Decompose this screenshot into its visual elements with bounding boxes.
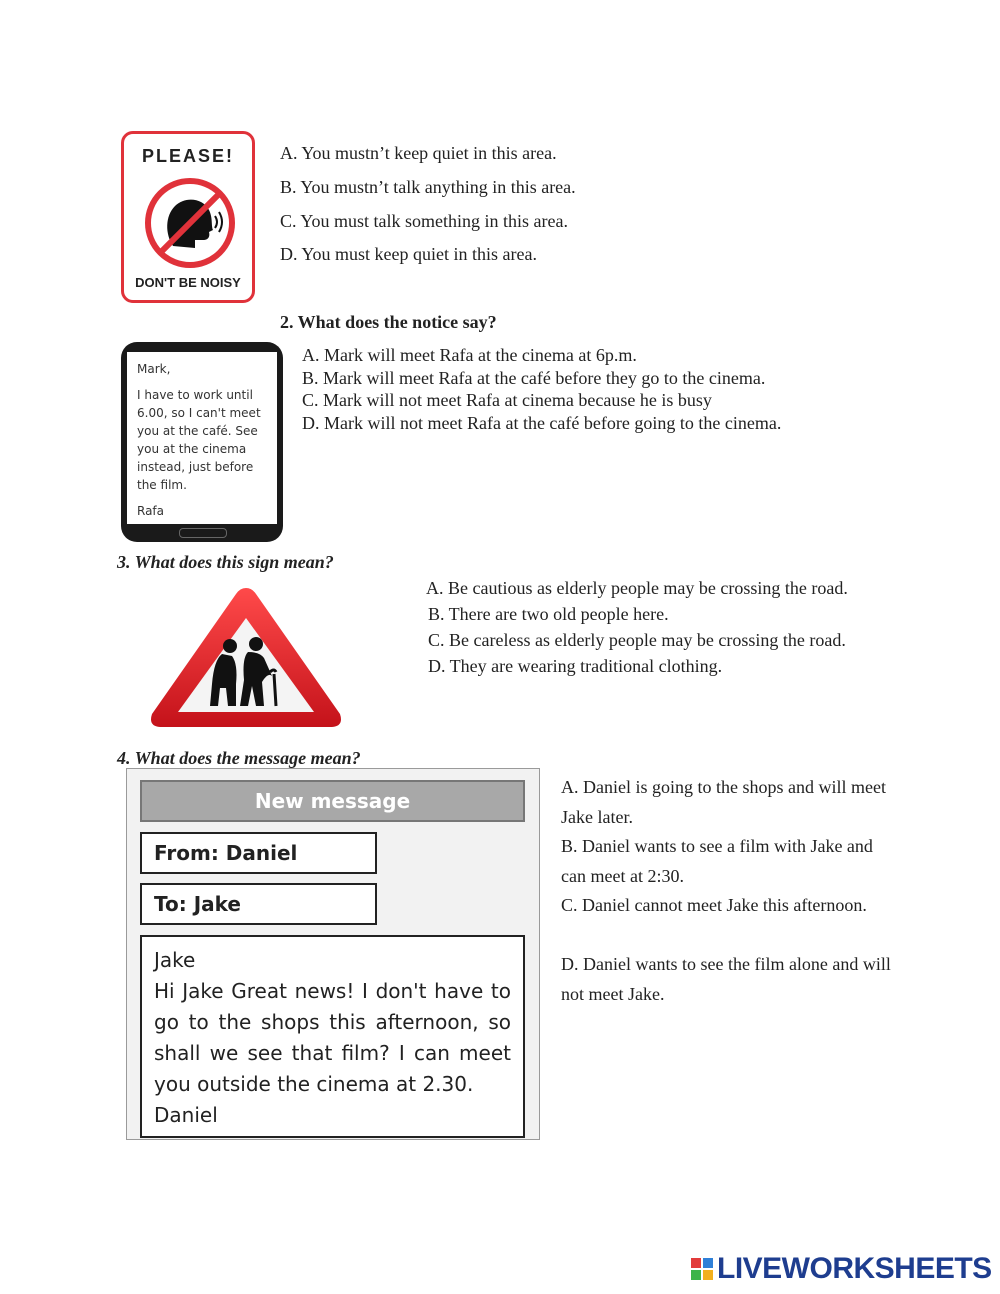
message-header: New message xyxy=(140,780,525,822)
sign-top-text: PLEASE! xyxy=(141,146,234,166)
phone-home-button xyxy=(179,528,227,538)
q1-option-d[interactable]: D. You must keep quiet in this area. xyxy=(280,244,537,264)
q3-option-a[interactable]: A. Be cautious as elderly people may be crossing the road. xyxy=(426,578,848,598)
q2-title: 2. What does the notice say? xyxy=(280,312,497,332)
message-from: From: Daniel xyxy=(140,832,377,874)
q2-option-b[interactable]: B. Mark will meet Rafa at the café before they go to the cinema. xyxy=(302,368,766,388)
no-noise-sign xyxy=(121,131,255,303)
note-greeting: Mark, xyxy=(137,362,171,376)
message-salutation: Jake xyxy=(154,948,196,972)
q3-option-c[interactable]: C. Be careless as elderly people may be crossing the road. xyxy=(428,630,846,650)
q4-option-d[interactable]: D. Daniel wants to see the film alone and will not meet Jake. xyxy=(561,954,891,1004)
note-line: you at the cinema xyxy=(137,442,247,456)
sign-bottom-text: DON'T BE NOISY xyxy=(135,275,241,290)
no-talking-icon xyxy=(143,176,237,270)
note-signature: Rafa xyxy=(137,504,165,518)
q4-option-a[interactable]: A. Daniel is going to the shops and will meet Jake later. xyxy=(561,777,886,827)
q3-title: 3. What does this sign mean? xyxy=(117,552,334,572)
q2-option-c[interactable]: C. Mark will not meet Rafa at cinema because he is busy xyxy=(302,390,712,410)
note-line: I have to work until xyxy=(137,388,253,402)
q1-option-c[interactable]: C. You must talk something in this area. xyxy=(280,211,568,231)
q1-option-a[interactable]: A. You mustn’t keep quiet in this area. xyxy=(280,143,557,163)
message-to: To: Jake xyxy=(140,883,377,925)
q1-option-b[interactable]: B. You mustn’t talk anything in this area. xyxy=(280,177,576,197)
q4-option-c[interactable]: C. Daniel cannot meet Jake this afternoon. xyxy=(561,895,867,915)
q3-option-b[interactable]: B. There are two old people here. xyxy=(428,604,669,624)
note-line: you at the café. See xyxy=(137,424,258,438)
elderly-crossing-sign-icon xyxy=(148,584,344,730)
logo-text: LIVEWORKSHEETS xyxy=(717,1252,992,1285)
q3-option-d[interactable]: D. They are wearing traditional clothing. xyxy=(428,656,723,676)
message-box xyxy=(126,768,540,1140)
q2-option-d[interactable]: D. Mark will not meet Rafa at the café before going to the cinema. xyxy=(302,413,782,433)
liveworksheets-logo xyxy=(691,1252,992,1286)
note-line: the film. xyxy=(137,478,187,492)
phone-screen xyxy=(127,352,277,524)
note-line: instead, just before xyxy=(137,460,254,474)
message-body-box xyxy=(140,935,525,1138)
message-signoff: Daniel xyxy=(154,1103,218,1127)
q4-option-b[interactable]: B. Daniel wants to see a film with Jake and can meet at 2:30. xyxy=(561,836,873,886)
note-line: 6.00, so I can't meet xyxy=(137,406,261,420)
phone-note xyxy=(121,342,283,542)
q4-title: 4. What does the message mean? xyxy=(117,748,361,768)
logo-squares-icon xyxy=(691,1258,713,1280)
q2-option-a[interactable]: A. Mark will meet Rafa at the cinema at 6p.m. xyxy=(302,345,637,365)
message-body: Hi Jake Great news! I don't have to go to the shops this afternoon, so shall we see that film? I can meet you outside the cinema at 2.30. xyxy=(154,979,511,1096)
